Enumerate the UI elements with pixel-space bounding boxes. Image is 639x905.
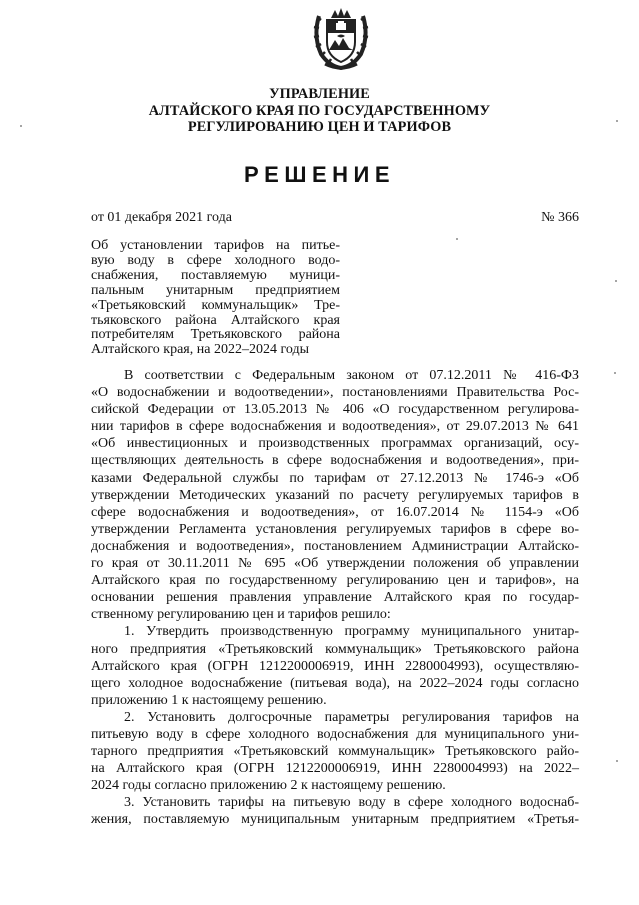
body-line: 2. Установить долгосрочные параметры регулирования тарифов на — [124, 709, 579, 725]
issuer-header — [0, 86, 639, 136]
document-title: РЕШЕНИЕ — [243, 162, 395, 187]
body-line: В соответствии с Федеральным законом от 07.12.2011 № 416-ФЗ — [124, 368, 579, 383]
subject-line: снабжения, поставляемую муници- — [91, 267, 340, 283]
issuer-line-2: АЛТАЙСКОГО КРАЯ ПО ГОСУДАРСТВЕННОМУ — [148, 102, 491, 119]
body-line: ственному регулированию цен и тарифов решило: — [91, 607, 391, 623]
body-line: утверждении Регламента установления регулируемых тарифов в сфере во- — [91, 521, 579, 537]
subject-line: Алтайского края, на 2022–2024 годы — [91, 342, 309, 358]
body-line: жения, поставляемую муниципальным унитарным предприятием «Третья- — [91, 812, 579, 828]
document-number: № 366 — [541, 210, 579, 225]
issuer-line-3: РЕГУЛИРОВАНИЮ ЦЕН И ТАРИФОВ — [187, 119, 452, 135]
body-line: на Алтайского края (ОГРН 1212200006919, ИНН 2280004993) на 2022– — [91, 761, 579, 777]
body-line: 3. Установить тарифы на питьевую воду в сфере холодного водоснаб- — [124, 795, 579, 811]
subject-line: потребителям Третьяковского района — [91, 327, 340, 343]
body-line: тарного предприятия «Третьяковский коммунальщик» Третьяковского райо- — [91, 744, 579, 760]
issuer-line-1: УПРАВЛЕНИЕ — [269, 86, 370, 102]
scan-mark — [614, 372, 616, 374]
body-line: щего холодное водоснабжение (питьевая вода), на 2022–2024 годы согласно — [91, 675, 579, 691]
document-date: от 01 декабря 2021 года — [91, 210, 232, 225]
subject-line: тьяковского района Алтайского края — [91, 312, 340, 328]
subject-line: вую воду в сфере холодного водо- — [91, 252, 340, 268]
coat-of-arms-icon — [311, 6, 371, 72]
scan-mark — [616, 120, 618, 122]
document-subject — [91, 239, 340, 358]
subject-line: пальным унитарным предприятием — [91, 282, 340, 298]
body-line: го края от 30.11.2011 № 695 «Об утверждении положения об управлении — [91, 556, 579, 572]
subject-line: «Третьяковский коммунальщик» Тре- — [91, 297, 340, 313]
body-line: питьевую воду в сфере холодного водоснабжения для муниципального уни- — [91, 726, 579, 742]
scan-mark — [616, 760, 618, 762]
body-line: Алтайского края по государственному регулированию цен и тарифов», на — [91, 573, 579, 589]
scan-mark — [20, 125, 22, 127]
body-line: приложению 1 к настоящему решению. — [91, 692, 327, 708]
body-line: сфере водоснабжения и водоотведения», от 16.07.2014 № 1154-э «Об — [91, 504, 579, 520]
body-line: нии тарифов в сфере водоснабжения и водоотведения», от 29.07.2013 № 641 — [91, 419, 579, 435]
body-line: Алтайского края (ОГРН 1212200006919, ИНН 2280004993), осуществляю- — [91, 658, 579, 674]
body-line: доснабжения и водоотведения», постановлением Администрации Алтайско- — [91, 538, 579, 554]
body-line: «О водоснабжении и водоотведении», постановлениями Правительства Рос- — [91, 385, 579, 401]
document-body — [91, 367, 579, 829]
body-line: сийской Федерации от 13.05.2013 № 406 «О государственном регулирова- — [91, 402, 579, 418]
scan-mark — [615, 280, 617, 282]
subject-line: Об установлении тарифов на питье- — [91, 238, 340, 253]
scan-mark — [456, 238, 458, 240]
body-line: «Об инвестиционных и производственных программах организаций, осу- — [91, 436, 579, 452]
body-line: 2024 годы согласно приложению 2 к настоящему решению. — [91, 778, 446, 794]
body-line: утверждении Методических указаний по расчету регулируемых тарифов в — [91, 487, 579, 503]
body-line: 1. Утвердить производственную программу муниципального унитар- — [124, 624, 579, 640]
body-line: основании решения правления управление Алтайского края по государ- — [91, 590, 579, 606]
body-line: ществляющих деятельность в сфере водоснабжения и водоотведения», при- — [91, 453, 579, 469]
body-line: ного предприятия «Третьяковский коммунальщик» Третьяковского района — [91, 641, 579, 657]
body-line: казами Федеральной службы по тарифам от 27.12.2013 № 1746-э «Об — [91, 470, 579, 486]
